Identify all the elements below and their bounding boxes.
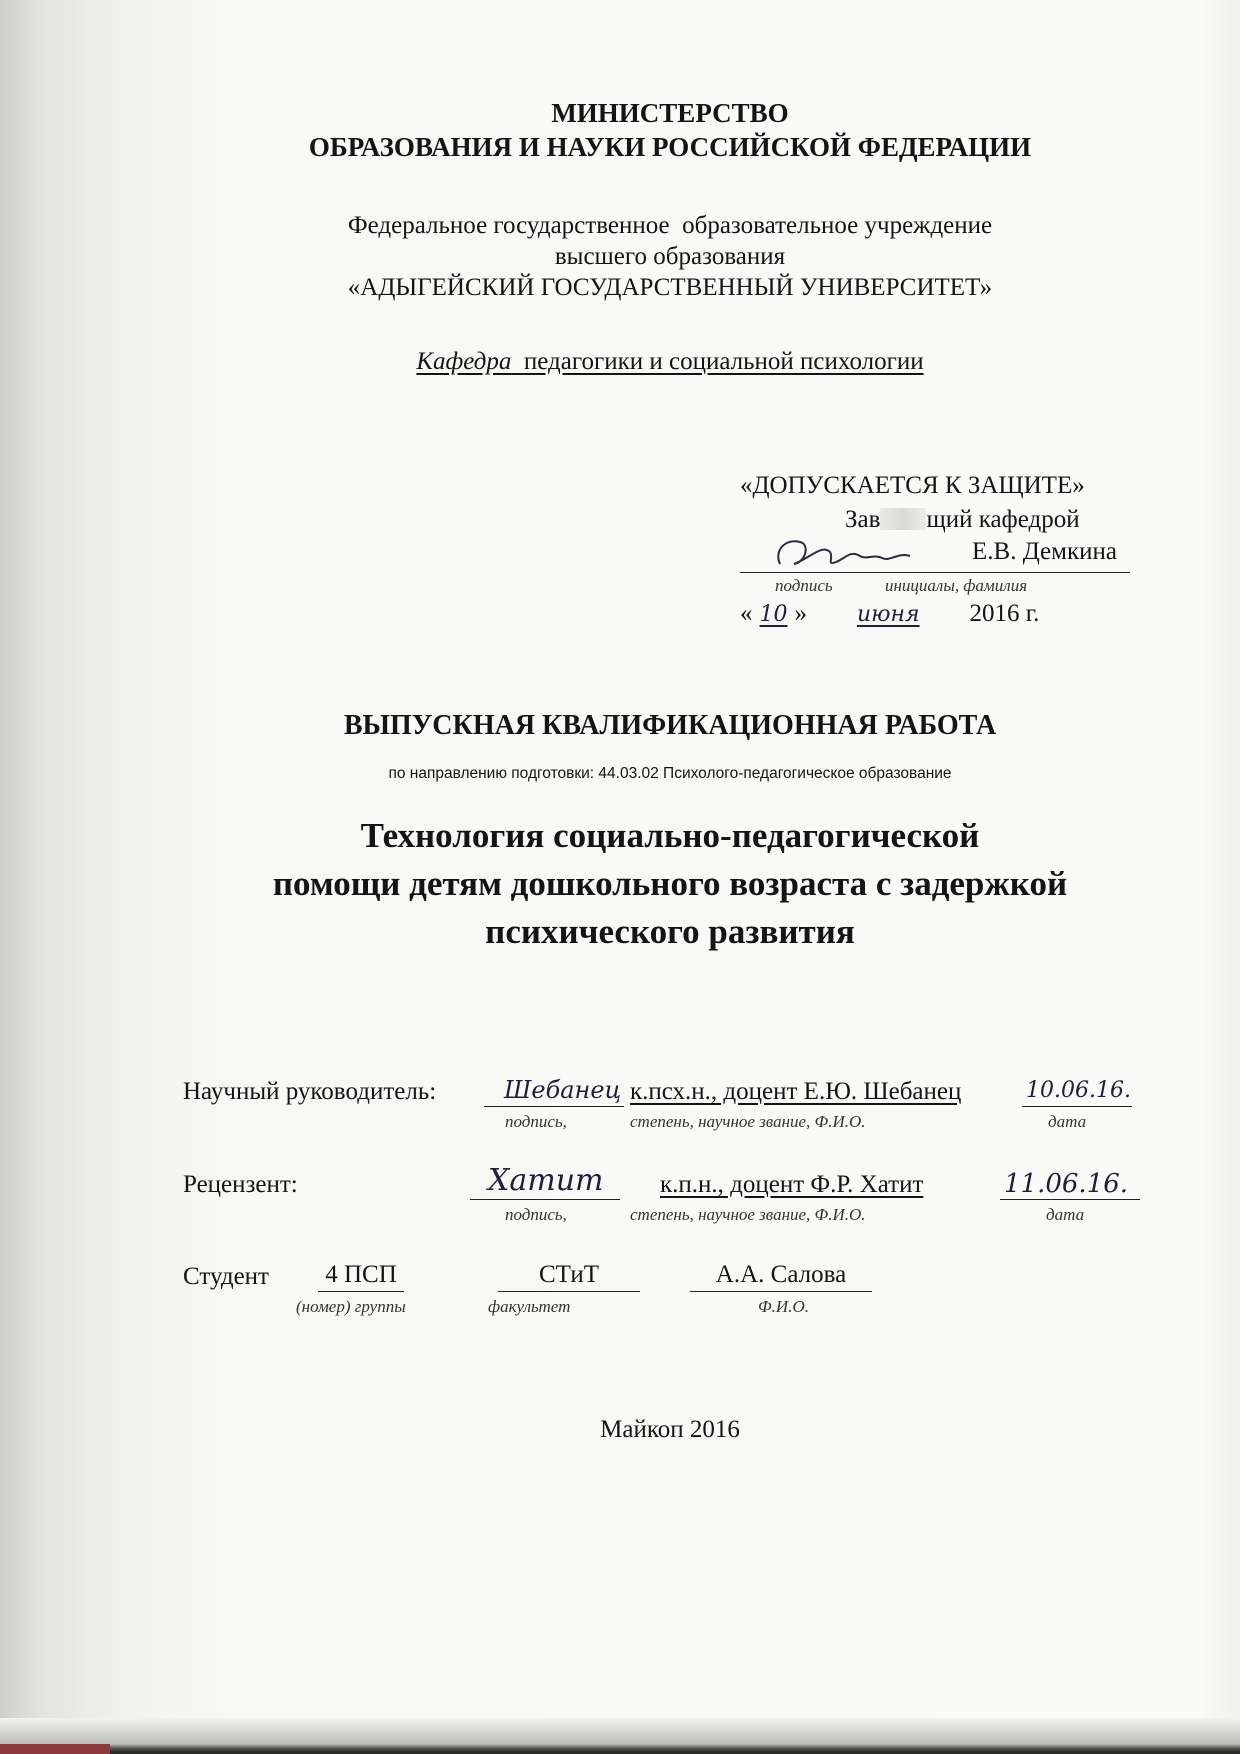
scan-edge-strip [0,1744,110,1754]
institution-line-3: «АДЫГЕЙСКИЙ ГОСУДАРСТВЕННЫЙ УНИВЕРСИТЕТ» [347,274,993,301]
reviewer-caption-signature: подпись, [505,1205,567,1224]
supervisor-label: Научный руководитель: [183,1078,437,1105]
caption-signature: подпись [775,576,833,595]
reviewer-label: Рецензент: [183,1171,298,1198]
student-name: А.А. Салова [690,1261,872,1292]
supervisor-caption-details: степень, научное звание, Ф.И.О. [630,1112,866,1131]
supervisor-caption-date: дата [1048,1112,1087,1131]
work-title [0,812,1240,956]
ministry-heading [0,96,1240,164]
approval-date [740,600,1080,628]
approval-year: 2016 г. [969,600,1040,627]
department-name: педагогики и социальной психологии [523,348,924,375]
student-caption-group: (номер) группы [296,1297,406,1316]
institution-line-2: высшего образования [554,243,786,270]
position-end: щий кафедрой [926,506,1080,533]
department-label: Кафедра [416,348,512,375]
quote-open: « [740,600,753,627]
approval-day: 10 [759,602,788,627]
approval-signature-line [740,538,1130,573]
student-group: 4 ПСП [318,1261,404,1292]
supervisor-details: к.псх.н., доцент Е.Ю. Шебанец [630,1078,962,1105]
student-caption-faculty: факультет [488,1297,571,1316]
reviewer-signature: Хатит [488,1163,604,1198]
student-label: Студент [183,1263,269,1290]
reviewer-date: 11.06.16. [1004,1169,1129,1199]
supervisor-signature: Шебанец [504,1076,622,1104]
ministry-line-2: ОБРАЗОВАНИЯ И НАУКИ РОССИЙСКОЙ ФЕДЕРАЦИИ [308,132,1032,162]
supervisor-date-field [1022,1076,1132,1107]
institution-block [0,210,1240,303]
scan-bottom-edge [0,1718,1240,1754]
quote-close: » [794,600,807,627]
approval-signature-mark [770,532,930,576]
department-line [0,347,1240,377]
title-line-1: Технология социально-педагогической [360,816,980,855]
supervisor-date: 10.06.16. [1026,1078,1131,1103]
reviewer-details: к.п.н., доцент Ф.Р. Хатит [660,1171,924,1198]
position-start: Зав [845,506,881,533]
reviewer-date-field [1000,1169,1140,1200]
title-line-3: психического развития [485,912,855,951]
work-direction: по направлению подготовки: 44.03.02 Психолого-педагогическое образование [388,765,952,782]
approval-heading: «ДОПУСКАЕТСЯ К ЗАЩИТЕ» [740,472,1085,499]
work-type: ВЫПУСКНАЯ КВАЛИФИКАЦИОННАЯ РАБОТА [343,710,997,741]
student-caption-name: Ф.И.О. [758,1297,809,1316]
student-faculty: СТиТ [498,1261,640,1292]
reviewer-caption-date: дата [1046,1205,1085,1224]
institution-line-1: Федеральное государственное образовательное учреждение [347,212,993,239]
approval-month: июня [856,602,920,627]
reviewer-caption-details: степень, научное звание, Ф.И.О. [630,1205,866,1224]
supervisor-caption-signature: подпись, [505,1112,567,1131]
supervisor-signature-field [484,1076,624,1107]
caption-name: инициалы, фамилия [885,576,1028,595]
approval-head-name: Е.В. Демкина [972,538,1117,565]
title-line-2: помощи детям дошкольного возраста с задержкой [272,864,1068,903]
reviewer-signature-field [470,1163,620,1200]
ministry-line-1: МИНИСТЕРСТВО [551,98,789,128]
city-year: Майкоп 2016 [600,1416,740,1443]
approval-position [845,506,1080,534]
redacted-mark [880,508,926,530]
